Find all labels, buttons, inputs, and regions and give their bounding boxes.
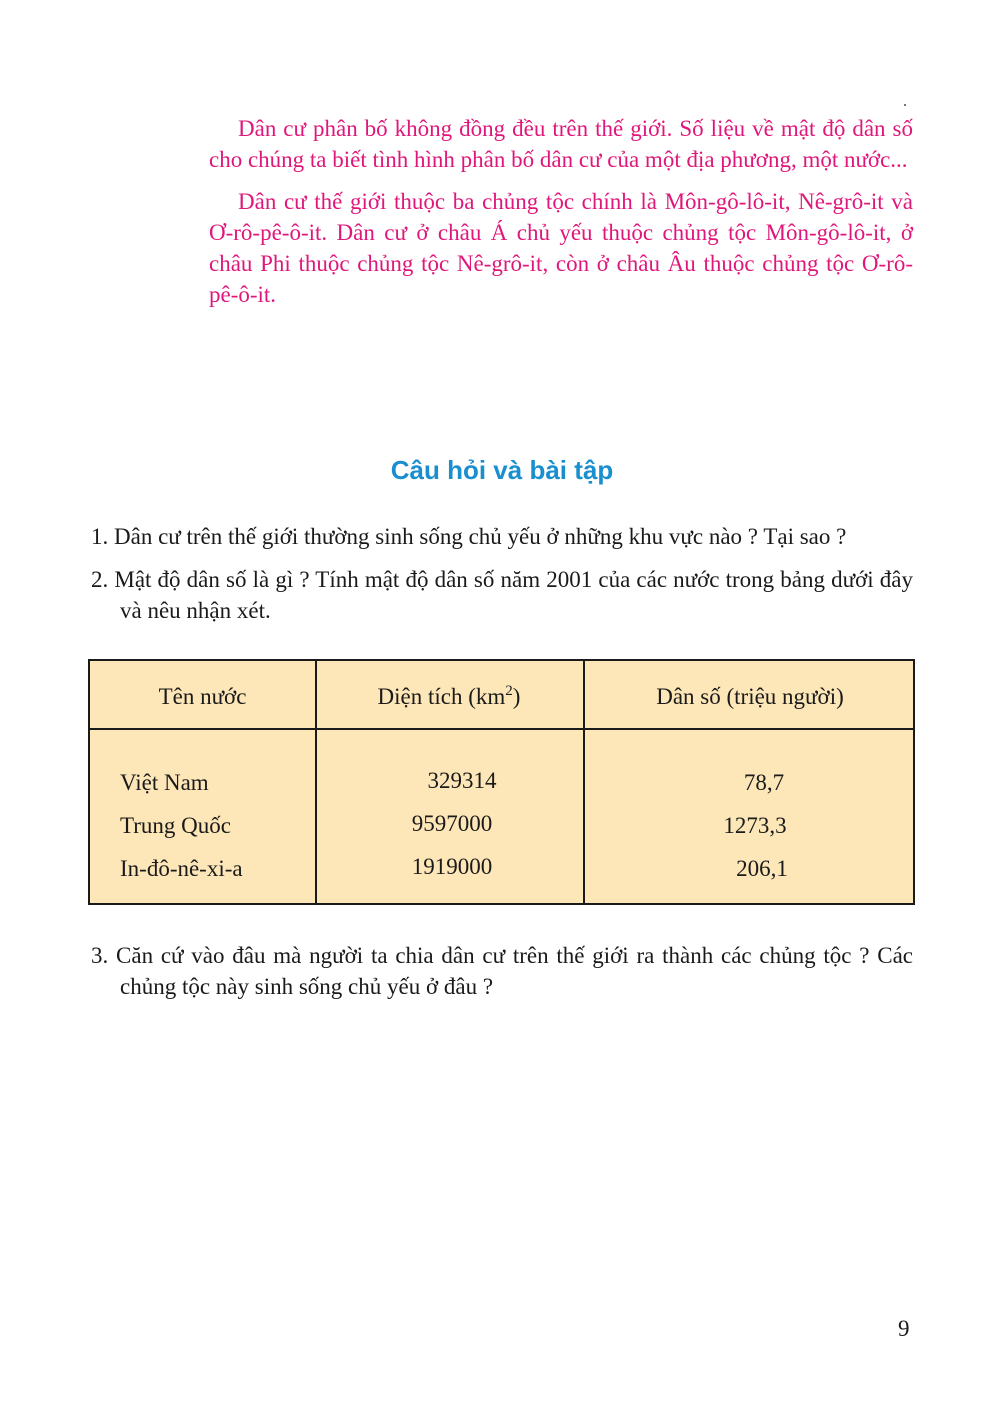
header-area-close: ) <box>512 684 521 709</box>
question-3: 3. Căn cứ vào đâu mà người ta chia dân cư trên thế giới ra thành các chủng tộc ? Các chủng tộc này sinh sống chủ yếu ở đâu ? <box>91 943 913 999</box>
section-title: Câu hỏi và bài tập <box>390 455 614 485</box>
summary-paragraph-1: Dân cư phân bố không đồng đều trên thế giới. Số liệu về mật độ dân số cho chúng ta biết tình hình phân bố dân cư của một địa phương, một nước... <box>209 116 913 172</box>
summary-paragraph-2: Dân cư thế giới thuộc ba chủng tộc chính là Môn-gô-lô-it, Nê-grô-it và Ơ-rô-pê-ô-it. Dân cư ở châu Á chủ yếu thuộc chủng tộc Môn-gô-lô-it, ở châu Phi thuộc chủng tộc Nê-grô-it, còn ở châu Âu thuộc chủng tộc Ơ-rô-pê-ô-it. <box>209 189 913 307</box>
row-2-country: Trung Quốc <box>120 813 231 838</box>
row-2-area: 9597000 <box>411 811 493 836</box>
population-table <box>88 659 915 905</box>
row-3-population: 206,1 <box>736 856 788 881</box>
summary-box <box>209 113 913 321</box>
header-area <box>315 683 583 711</box>
page-number: 9 <box>898 1316 910 1341</box>
stray-dot <box>904 104 906 106</box>
header-population: Dân số (triệu người) <box>656 684 844 709</box>
question-1: 1. Dân cư trên thế giới thường sinh sống chủ yếu ở những khu vực nào ? Tại sao ? <box>91 524 847 549</box>
header-area-label: Diện tích (km <box>377 684 506 709</box>
header-country: Tên nước <box>158 684 247 709</box>
row-3-area: 1919000 <box>411 854 493 879</box>
question-2: 2. Mật độ dân số là gì ? Tính mật độ dân số năm 2001 của các nước trong bảng dưới đây và nêu nhận xét. <box>91 567 913 623</box>
header-area-superscript: 2 <box>505 683 513 699</box>
row-1-country: Việt Nam <box>120 770 209 795</box>
row-3-country: In-đô-nê-xi-a <box>120 856 243 881</box>
header-divider <box>90 728 913 730</box>
row-1-population: 78,7 <box>743 770 785 795</box>
row-2-population: 1273,3 <box>723 813 787 838</box>
row-1-area: 329314 <box>427 768 497 793</box>
